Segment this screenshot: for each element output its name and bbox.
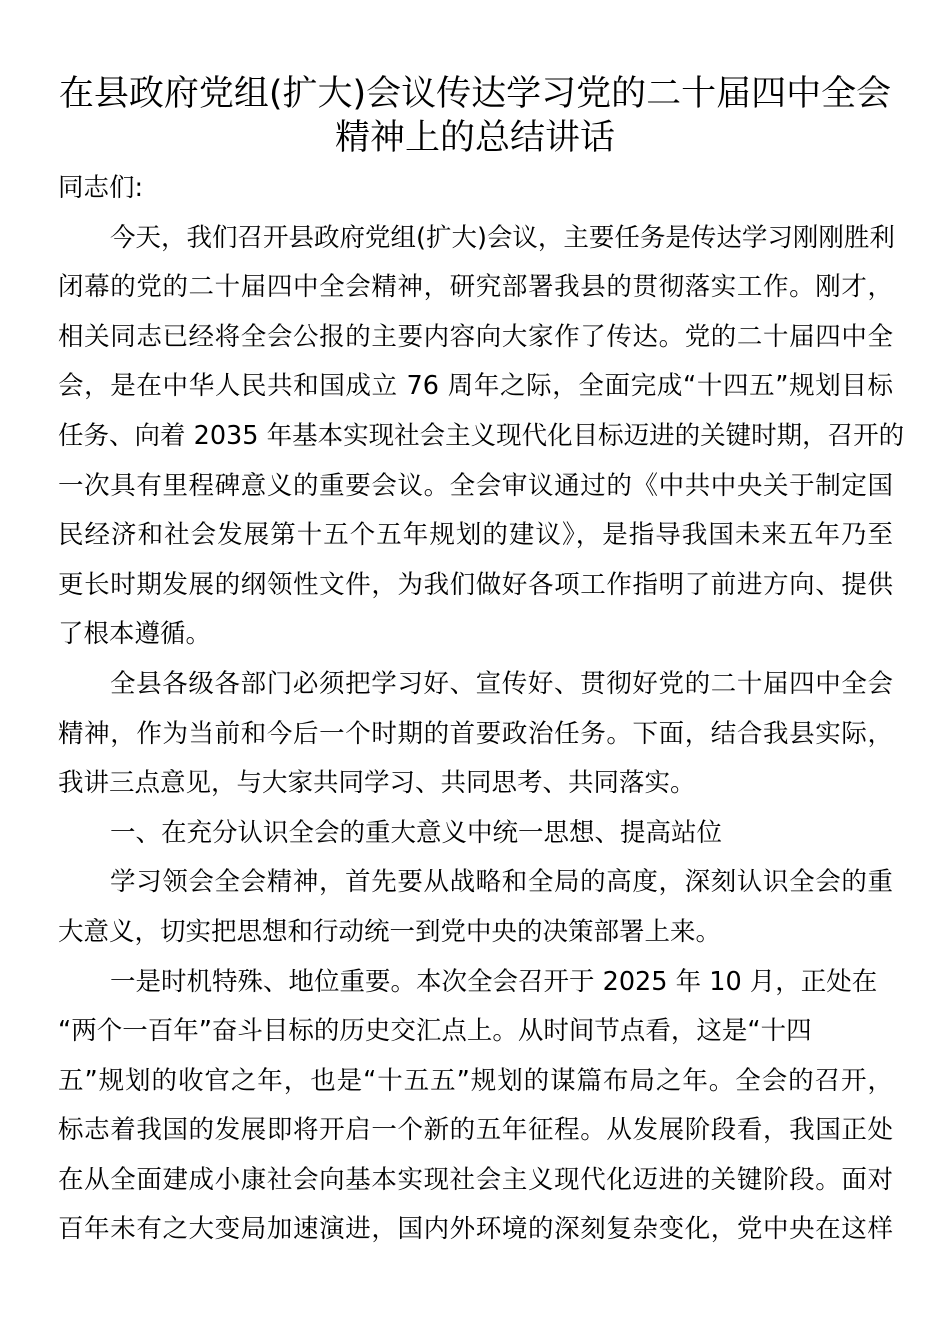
section-heading-text: 一、在充分认识全会的重大意义中统一思想、提高站位	[110, 817, 723, 848]
section-heading-1	[58, 809, 893, 859]
paragraph-line: 今天，我们召开县政府党组(扩大)会议，主要任务是传达学习刚刚胜利	[110, 222, 895, 253]
paragraph-point-1	[58, 958, 893, 1256]
paragraph-line: 了根本遵循。	[58, 619, 212, 650]
document-title-line-1: 在县政府党组(扩大)会议传达学习党的二十届四中全会	[58, 74, 892, 114]
paragraph-line: 一是时机特殊、地位重要。本次全会召开于 2025 年 10 月，正处在	[110, 966, 878, 997]
paragraph-line: 大意义，切实把思想和行动统一到党中央的决策部署上来。	[58, 916, 722, 947]
paragraph-line: 全县各级各部门必须把学习好、宣传好、贯彻好党的二十届四中全会	[110, 668, 893, 699]
paragraph-line: 学习领会全会精神，首先要从战略和全局的高度，深刻认识全会的重	[110, 867, 893, 898]
paragraph-line: 在从全面建成小康社会向基本实现社会主义现代化迈进的关键阶段。面对	[58, 1164, 893, 1195]
paragraph-line: 相关同志已经将全会公报的主要内容向大家作了传达。党的二十届四中全	[58, 321, 893, 352]
paragraph-line: 五”规划的收官之年，也是“十五五”规划的谋篇布局之年。全会的召开，	[58, 1065, 893, 1096]
paragraph-line: 标志着我国的发展即将开启一个新的五年征程。从发展阶段看，我国正处	[58, 1115, 893, 1146]
document-title-line-2: 精神上的总结讲话	[334, 118, 615, 158]
paragraph-line: 民经济和社会发展第十五个五年规划的建议》，是指导我国未来五年乃至	[58, 520, 893, 551]
salutation: 同志们:	[58, 173, 144, 203]
paragraph-line: 一次具有里程碑意义的重要会议。全会审议通过的《中共中央关于制定国	[58, 470, 893, 501]
paragraph-line: 百年未有之大变局加速演进，国内外环境的深刻复杂变化，党中央在这样	[58, 1214, 893, 1245]
paragraph-line: 更长时期发展的纲领性文件，为我们做好各项工作指明了前进方向、提供	[58, 569, 893, 600]
paragraph-intro	[58, 214, 905, 660]
paragraph-line: 精神，作为当前和今后一个时期的首要政治任务。下面，结合我县实际，	[58, 718, 893, 749]
paragraph-line: 任务、向着 2035 年基本实现社会主义现代化目标迈进的关键时期，召开的	[58, 420, 905, 451]
paragraph-line: 我讲三点意见，与大家共同学习、共同思考、共同落实。	[58, 768, 696, 799]
document-body	[58, 164, 905, 1255]
paragraph-line: 会，是在中华人民共和国成立 76 周年之际，全面完成“十四五”规划目标	[58, 371, 893, 402]
paragraph-line: 闭幕的党的二十届四中全会精神，研究部署我县的贯彻落实工作。刚才，	[58, 272, 893, 303]
paragraph-line: “两个一百年”奋斗目标的历史交汇点上。从时间节点看，这是“十四	[58, 1016, 812, 1047]
paragraph-task	[58, 660, 893, 809]
paragraph-section-intro	[58, 858, 893, 957]
